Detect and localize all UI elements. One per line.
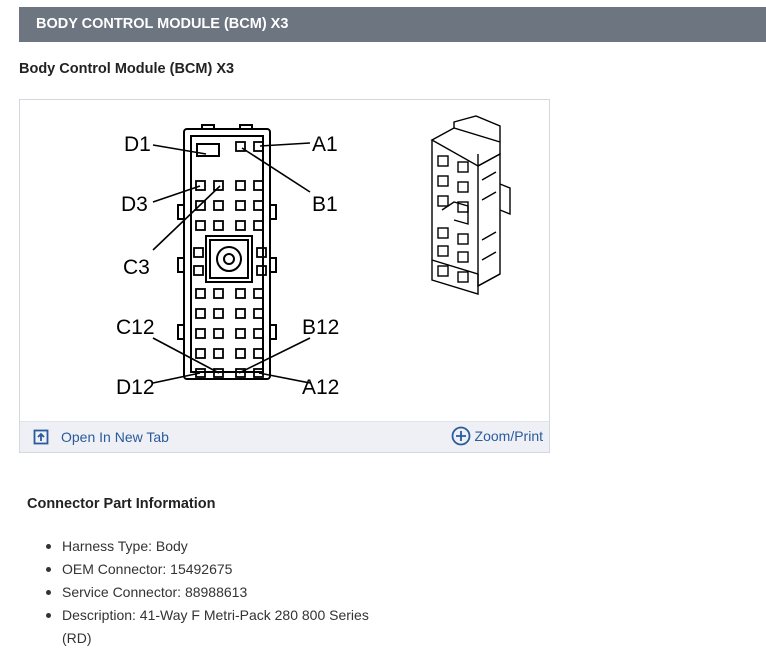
- connector-figure: [19, 99, 550, 453]
- pin-label-a1: A1: [312, 133, 338, 156]
- list-item: Harness Type: Body: [44, 535, 374, 558]
- page-subtitle: Body Control Module (BCM) X3: [19, 61, 235, 77]
- pin-label-d12: D12: [116, 376, 155, 399]
- pin-label-c3: C3: [123, 256, 150, 279]
- pin-label-b12: B12: [302, 316, 340, 339]
- zoom-print-label: Zoom/Print: [474, 428, 543, 444]
- header-title: BODY CONTROL MODULE (BCM) X3: [36, 16, 289, 32]
- list-item: Service Connector: 88988613: [44, 581, 374, 604]
- pin-label-c12: C12: [116, 316, 155, 339]
- connector-side-view: [432, 116, 510, 294]
- connector-info-list: [44, 535, 374, 650]
- connector-diagram: [20, 100, 549, 422]
- pin-label-b1: B1: [312, 193, 338, 216]
- pin-label-a12: A12: [302, 376, 340, 399]
- pin-cavities: [194, 142, 266, 377]
- pin-label-d1: D1: [124, 133, 151, 156]
- page-header: [19, 7, 766, 42]
- list-item: OEM Connector: 15492675: [44, 558, 374, 581]
- connector-face: [178, 125, 276, 379]
- pin-label-d3: D3: [121, 193, 148, 216]
- figure-footer: [20, 421, 549, 452]
- connector-info-title: Connector Part Information: [27, 496, 216, 512]
- open-in-new-tab-label: Open In New Tab: [61, 429, 169, 445]
- zoom-plus-icon: [451, 426, 471, 446]
- open-new-tab-icon: [33, 429, 49, 445]
- open-in-new-tab-link[interactable]: [33, 427, 169, 447]
- zoom-print-link[interactable]: [451, 425, 543, 447]
- list-item: Description: 41-Way F Metri-Pack 280 800 Series (RD): [44, 604, 374, 650]
